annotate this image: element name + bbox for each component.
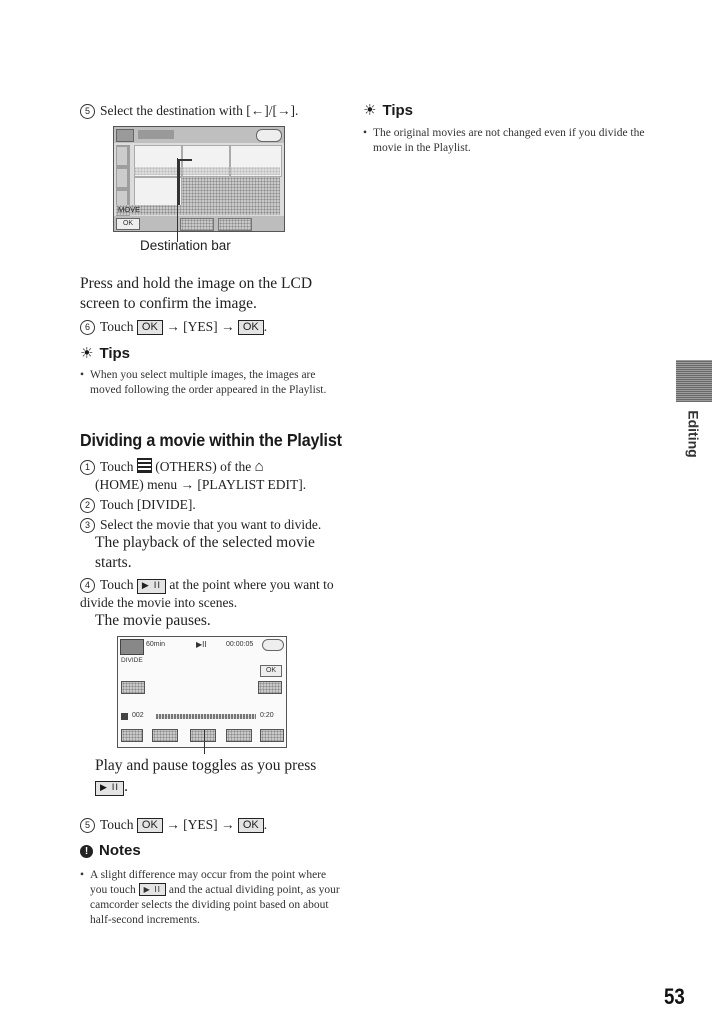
ok-button-glyph: OK (137, 818, 163, 833)
play-pause-icon: ▶ II (137, 579, 166, 594)
tips-heading: ☀ Tips (80, 345, 131, 362)
scroll-page-icon (117, 169, 127, 187)
timecode: 00:00:05 (226, 641, 254, 648)
battery-remaining: 60min (146, 641, 166, 648)
forward-frame-button[interactable] (258, 681, 282, 694)
scene-count: 002 (132, 712, 144, 719)
movie-label-bar (116, 205, 280, 215)
step-text: Touch [DIVIDE]. (100, 497, 196, 512)
movie-label: MOVE (118, 205, 141, 214)
step-number: 6 (80, 320, 95, 335)
bullet-dot: • (80, 869, 85, 881)
tips-bullet-text: When you select multiple images, the images are moved following the order appeared in the Playlist. (90, 369, 327, 396)
side-tab (676, 360, 712, 402)
step-period: . (263, 319, 268, 334)
notes-bullet-text: A slight difference may occur from the point where you touch ▶ II and the actual dividing point, as your camcorder selects the dividing point based on about half-second increments. (90, 869, 340, 926)
step-select-destination (80, 102, 340, 120)
lightbulb-icon: ☀ (80, 346, 94, 362)
movie-pauses-text: The movie pauses. (95, 612, 211, 629)
step-touch-others (80, 458, 350, 476)
step-number: 2 (80, 498, 95, 513)
step-number: 4 (80, 578, 95, 593)
ok-button[interactable]: OK (116, 218, 140, 230)
rewind-button[interactable] (152, 729, 178, 742)
home-icon: ⌂ (254, 459, 264, 475)
callout-line (204, 730, 205, 754)
notes-bullet (80, 868, 342, 928)
section-title: Dividing a movie within the Playlist (80, 430, 342, 450)
tips-bullet (80, 368, 340, 398)
thumbnail-shade (134, 167, 280, 175)
step-number: 5 (80, 104, 95, 119)
ok-button[interactable]: OK (260, 665, 282, 677)
destination-bar-caption: Destination bar (140, 238, 231, 253)
step-yes-text: → [YES] → (166, 817, 235, 832)
step-select-movie (80, 516, 350, 534)
movie-icon (121, 713, 128, 720)
bullet-dot: • (363, 127, 368, 139)
step-others-text: (OTHERS) of the (155, 459, 252, 474)
play-pause-icon: ▶ II (139, 883, 166, 896)
notes-heading: ! Notes (80, 842, 141, 860)
tips-bullet-text: The original movies are not changed even if you divide the movie in the Playlist. (373, 127, 645, 154)
step-number: 3 (80, 518, 95, 533)
lcd-top-bar (114, 127, 284, 143)
ok-button-glyph: OK (137, 320, 163, 335)
tips-heading: ☀ Tips (363, 102, 414, 119)
step-number: 1 (80, 460, 95, 475)
step-touch-label: Touch (100, 319, 134, 334)
quality-icon (256, 129, 282, 142)
side-tab-label-box (676, 404, 712, 464)
step-yes-text: → [YES] → (166, 319, 235, 334)
ok-button-glyph: OK (238, 818, 264, 833)
warning-icon: ! (80, 845, 93, 858)
step-text: Select the destination with [←]/[→]. (100, 103, 299, 118)
left-arrow-button[interactable] (180, 218, 214, 231)
ok-button-glyph: OK (238, 320, 264, 335)
forward-button[interactable] (226, 729, 252, 742)
lcd-screen-divide (117, 636, 287, 748)
play-state: ▶II (196, 640, 207, 649)
toggle-text: Play and pause toggles as you press (95, 757, 317, 774)
tips-bullet (363, 126, 663, 156)
back-icon (120, 639, 144, 655)
step-home-menu: (HOME) menu → [PLAYLIST EDIT]. (95, 477, 307, 492)
thumbnail-area (182, 177, 280, 207)
toggle-icon-line (95, 777, 128, 797)
step-touch-label: Touch (100, 577, 134, 592)
callout-line (177, 158, 178, 242)
side-tab-label: Editing (686, 410, 702, 458)
playback-starts-text: The playback of the selected movie starts. (95, 534, 315, 571)
quality-icon (262, 639, 284, 651)
play-pause-icon: ▶ II (95, 781, 124, 796)
destination-bar-top (180, 159, 192, 161)
lightbulb-icon: ☀ (363, 103, 377, 119)
toggle-period: . (124, 778, 128, 795)
step-touch-ok-yes (80, 318, 340, 336)
duration: 0:20 (260, 712, 274, 719)
progress-bar (156, 714, 256, 719)
step-touch-label: Touch (100, 817, 134, 832)
step-text: at the point where you want to divide the movie into scenes. (80, 577, 334, 610)
lcd-bottom-bar (114, 216, 284, 231)
play-pause-button[interactable] (190, 729, 216, 742)
stop-button[interactable] (260, 729, 284, 742)
others-icon (137, 458, 152, 473)
rewind-frame-button[interactable] (121, 681, 145, 694)
back-button[interactable] (121, 729, 143, 742)
step-period: . (263, 817, 268, 832)
back-icon (116, 129, 134, 142)
step-number: 5 (80, 818, 95, 833)
right-arrow-button[interactable] (218, 218, 252, 231)
destination-bar (178, 159, 180, 207)
bullet-dot: • (80, 369, 85, 381)
step-touch-label: Touch (100, 459, 134, 474)
step-touch-ok-yes (80, 816, 340, 834)
page-number: 53 (664, 984, 685, 1009)
press-hold-text: Press and hold the image on the LCD screen to confirm the image. (80, 275, 313, 312)
step-text: Select the movie that you want to divide. (100, 517, 322, 532)
up-arrow-icon (117, 147, 127, 165)
step-touch-play-pause (80, 576, 340, 612)
step-touch-divide (80, 496, 340, 514)
battery-indicator (138, 130, 174, 139)
lcd-screen-move (113, 126, 285, 232)
divide-label: DIVIDE (121, 657, 143, 664)
